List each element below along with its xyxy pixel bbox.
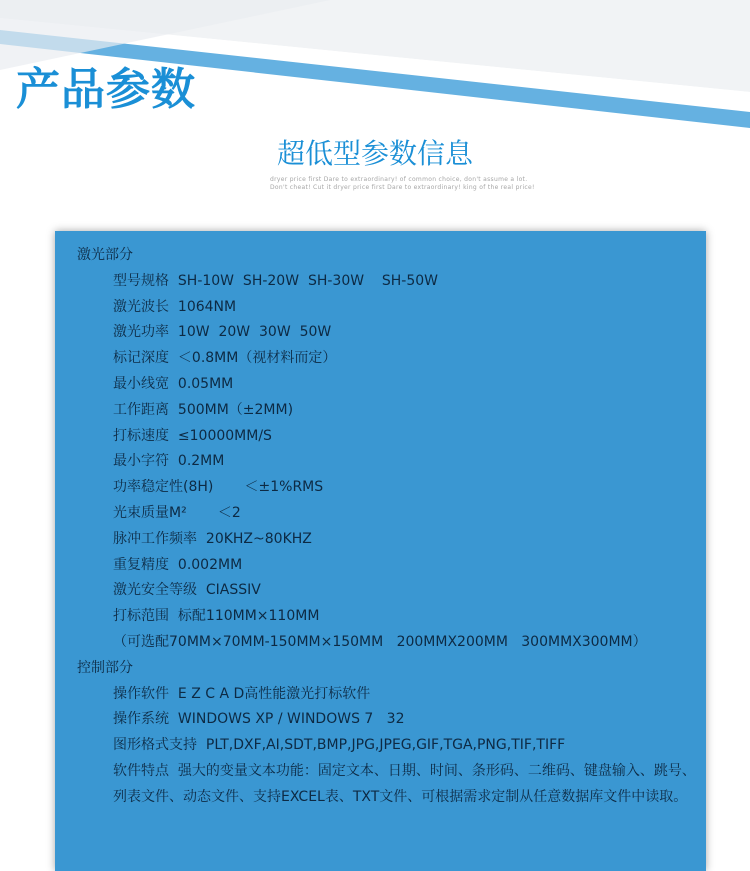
spec-row [77,733,702,759]
spec-row [77,372,702,398]
spec-row [77,346,702,372]
spec-value: E Z C A D高性能激光打标软件 [177,685,371,702]
spec-row [77,320,702,346]
page-title: 产品参数 [16,64,196,115]
spec-value: 0.05MM [177,375,234,392]
spec-value: CIASSIV [205,582,261,599]
spec-section-heading [77,243,702,269]
spec-label: 打标范围 [113,608,169,625]
spec-label: 重复精度 [113,556,169,573]
spec-value: ≤10000MM/S [177,427,272,444]
spec-value: PLT,DXF,AI,SDT,BMP,JPG,JPEG,GIF,TGA,PNG,TIF,TIFF [205,737,566,754]
section-label: 激光部分 [77,247,133,263]
spec-value: （可选配70MM×70MM-150MM×150MM 200MMX200MM 300MMX300MM） [113,633,647,650]
spec-value: WINDOWS XP / WINDOWS 7 32 [177,711,405,728]
spec-row [77,424,702,450]
spec-value: 标配110MM×110MM [177,608,320,625]
section-subtitle: 超低型参数信息 [276,137,473,170]
spec-value: 0.002MM [177,556,243,573]
spec-value: 强大的变量文本功能：固定文本、日期、时间、条形码、二维码、键盘输入、跳号、列表文件、动态文件、支持EXCEL表、TXT文件、可根据需求定制从任意数据库文件中读取。 [113,762,696,805]
section-label: 控制部分 [77,659,133,676]
spec-row [77,527,702,553]
spec-row [77,682,702,708]
spec-label: 激光功率 [113,324,169,341]
spec-label: 标记深度 [113,350,169,367]
tagline-text: dryer price first Dare to extraordinary! of common choice, don't assume a lot. Don't cheat! Cut it dryer price first Dare to extraordinary! king of the real price! [270,176,535,191]
spec-label: 功率稳定性(8H) [113,479,214,496]
spec-row [77,759,702,811]
spec-label: 激光安全等级 [113,582,197,599]
spec-label: 最小字符 [113,453,169,470]
spec-value: ＜±1%RMS [222,479,324,496]
spec-value: SH-10W SH-20W SH-30W SH-50W [177,272,438,289]
banner-background [0,0,750,240]
spec-row [77,449,702,475]
spec-value: 20KHZ~80KHZ [205,530,312,547]
spec-section-heading [77,656,702,682]
spec-row [77,269,702,295]
spec-label: 最小线宽 [113,375,169,392]
spec-label: 型号规格 [113,272,169,289]
spec-label: 工作距离 [113,401,169,418]
spec-row [77,604,702,630]
spec-label: 图形格式支持 [113,737,197,754]
spec-label: 光束质量M² [113,504,187,521]
spec-row [77,295,702,321]
spec-label: 操作系统 [113,711,169,728]
spec-value: 500MM（±2MM) [177,401,294,418]
spec-row [77,630,702,656]
spec-panel [55,231,706,871]
spec-list [77,243,702,811]
spec-label: 激光波长 [113,298,169,315]
spec-row [77,578,702,604]
spec-label: 打标速度 [113,427,169,444]
spec-value: ＜0.8MM（视材料而定） [177,350,337,367]
spec-row [77,475,702,501]
spec-row [77,398,702,424]
spec-row [77,553,702,579]
spec-label: 脉冲工作频率 [113,530,197,547]
spec-value: 0.2MM [177,453,225,470]
spec-value: 10W 20W 30W 50W [177,324,332,341]
spec-row [77,707,702,733]
spec-value: ＜2 [195,504,241,521]
spec-label: 软件特点 [113,762,169,779]
spec-row [77,501,702,527]
spec-value: 1064NM [177,298,237,315]
spec-label: 操作软件 [113,685,169,702]
